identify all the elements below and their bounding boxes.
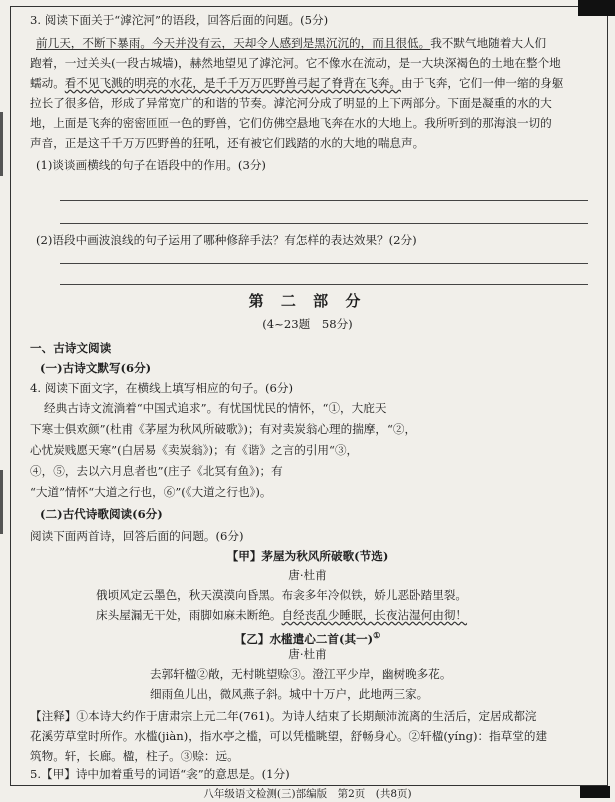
section-heading: 一、古诗文阅读 [30,341,112,355]
q5: 5.【甲】诗中加着重号的词语“衾”的意思是。(1分) [30,767,290,781]
part-two-range: (4~23题 58分) [262,317,353,331]
poem-b-line-1: 去郭轩楹②敞，无村眺望赊③。澄江平少岸，幽树晚多花。 [150,667,452,681]
binding-mark-bottom [0,470,3,534]
q3-subquestion-1: (1)谈谈画横线的句子在语段中的作用。(3分) [36,158,266,172]
part-two-title: 第 二 部 分 [248,292,367,310]
poem-b-author: 唐·杜甫 [288,647,327,661]
page-footer: 八年级语文检测(三)部编版 第2页 (共8页) [203,788,412,800]
q4-line-1: 经典古诗文流淌着“中国式追求”。有忧国忧民的情怀，“①，大庇天 [44,401,387,415]
q4-line-2: 下寒士俱欢颜”(杜甫《茅屋为秋风所破歌》)；有对卖炭翁心理的揣摩，“②， [30,422,417,436]
subsection-heading-1: (一)古诗文默写(6分) [40,361,152,375]
subsection-heading-2: (二)古代诗歌阅读(6分) [40,507,163,521]
q3-passage-line-6: 声音，正是这千千万万匹野兽的狂吼，还有被它们践踏的水的大地的喘息声。 [30,136,425,150]
poem-intro: 阅读下面两首诗，回答后面的问题。(6分) [30,529,244,543]
answer-line[interactable] [60,263,588,264]
q3-wavy-sentence: 看不见飞溅的明亮的水花，是千千万万匹野兽弓起了脊背在飞奔。 [64,76,402,90]
q3-subquestion-2: (2)语段中画波浪线的句子运用了哪种修辞手法？有怎样的表达效果？(2分) [36,233,417,247]
poem-b-line-2: 细雨鱼儿出，微风燕子斜。城中十万户，此地两三家。 [150,687,429,701]
q4-line-4: ④，⑤，去以六月息者也”(庄子《北冥有鱼》)；有 [30,464,283,478]
answer-line[interactable] [60,284,588,285]
q3-title: 3. 阅读下面关于“滹沱河”的语段，回答后面的问题。(5分) [30,13,329,27]
poem-a-title: 【甲】茅屋为秋风所破歌(节选) [226,549,389,563]
q3-passage-line-2: 跑着，一过关头(一段古城墙)，赫然地望见了滹沱河。它不像水在流动，是一大块深褐色的土地在整个地 [30,56,561,70]
poem-b-title: 【乙】水槛遣心二首(其一)① [234,630,381,646]
poem-a-line-2: 床头屋漏无干处，雨脚如麻未断绝。自经丧乱少睡眠，长夜沾湿何由彻！ [96,608,468,622]
q3-passage-line-3: 蠕动。看不见飞溅的明亮的水花，是千千万万匹野兽弓起了脊背在飞奔。由于飞奔，它们一伸一缩的身躯 [30,76,564,90]
poem-a-wavy-line: 自经丧乱少睡眠，长夜沾湿何由彻！ [281,608,468,622]
answer-line[interactable] [60,200,588,201]
q4-title: 4. 阅读下面文字，在横线上填写相应的句子。(6分) [30,381,294,395]
q4-line-3: 心忧炭贱愿天寒”(白居易《卖炭翁》)；有《谐》之言的引用“③， [30,443,359,457]
q3-underlined-sentence: 前几天，不断下暴雨。今天并没有云，天却令人感到是黑沉沉的，而且很低。 [36,36,431,50]
q3-passage-line-4: 拉长了很多倍，形成了异常宽广的和谐的节奏。滹沱河分成了明显的上下两部分。下面是凝重的水的大 [30,96,552,110]
note-line-1: 【注释】①本诗大约作于唐肃宗上元二年(761)。为诗人结束了长期颠沛流离的生活后，定居成都浣 [30,709,537,723]
q3-passage-line-5: 地，上面是飞奔的密密匝匝一色的野兽，它们仿佛空悬地飞奔在水的大地上。我所听到的那海浪一切的 [30,116,552,130]
note-line-2: 花溪劳草堂时所作。水槛(jiàn)，指水亭之槛，可以凭槛眺望，舒畅身心。②轩楹(yíng)：指草堂的建 [30,729,548,743]
poem-a-line-1: 俄顷风定云墨色，秋天漠漠向昏黑。布衾多年冷似铁，娇儿恶卧踏里裂。 [96,588,468,602]
binding-mark-top [0,112,3,176]
note-line-3: 筑物。轩，长廊。楹，柱子。③赊：远。 [30,749,239,763]
poem-a-author: 唐·杜甫 [288,568,327,582]
answer-line[interactable] [60,223,588,224]
q3-passage-line-1: 前几天，不断下暴雨。今天并没有云，天却令人感到是黑沉沉的，而且很低。我不默气地随着大人们 [36,36,547,50]
q4-line-5: “大道”情怀“大道之行也，⑥”(《大道之行也》)。 [30,485,272,499]
